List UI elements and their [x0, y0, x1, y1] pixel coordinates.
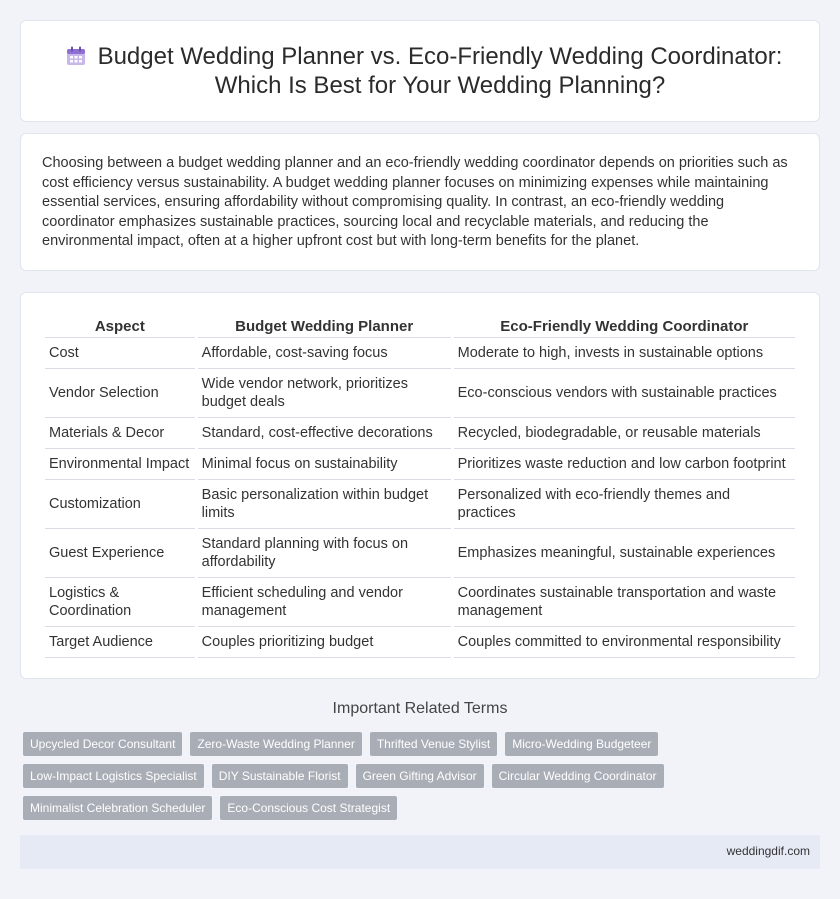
title-card	[20, 20, 820, 122]
table-row	[45, 480, 795, 529]
table-row	[45, 529, 795, 578]
table-cell: Cost	[45, 338, 195, 369]
table-cell: Minimal focus on sustainability	[198, 449, 451, 480]
table-row	[45, 418, 795, 449]
related-term-tag[interactable]: DIY Sustainable Florist	[212, 764, 348, 788]
footer	[20, 835, 820, 869]
table-cell: Target Audience	[45, 627, 195, 658]
table-row	[45, 449, 795, 480]
table-cell: Couples prioritizing budget	[198, 627, 451, 658]
table-cell: Prioritizes waste reduction and low carbon footprint	[454, 449, 795, 480]
table-cell: Vendor Selection	[45, 369, 195, 418]
related-term-tag[interactable]: Circular Wedding Coordinator	[492, 764, 664, 788]
column-header-budget-planner: Budget Wedding Planner	[198, 316, 451, 338]
table-cell: Recycled, biodegradable, or reusable materials	[454, 418, 795, 449]
related-terms-list	[23, 732, 803, 820]
table-cell: Personalized with eco-friendly themes and practices	[454, 480, 795, 529]
comparison-table	[42, 316, 798, 658]
table-row	[45, 578, 795, 627]
table-cell: Wide vendor network, prioritizes budget deals	[198, 369, 451, 418]
intro-card	[20, 133, 820, 271]
table-cell: Standard, cost-effective decorations	[198, 418, 451, 449]
table-cell: Affordable, cost-saving focus	[198, 338, 451, 369]
table-cell: Efficient scheduling and vendor management	[198, 578, 451, 627]
table-cell: Basic personalization within budget limits	[198, 480, 451, 529]
table-row	[45, 338, 795, 369]
table-cell: Coordinates sustainable transportation and waste management	[454, 578, 795, 627]
column-header-eco-coordinator: Eco-Friendly Wedding Coordinator	[454, 316, 795, 338]
table-cell: Standard planning with focus on affordability	[198, 529, 451, 578]
comparison-table-card	[20, 292, 820, 679]
column-header-aspect: Aspect	[45, 316, 195, 338]
related-term-tag[interactable]: Green Gifting Advisor	[356, 764, 484, 788]
title-wrap	[21, 21, 819, 121]
related-terms-heading: Important Related Terms	[332, 700, 508, 717]
related-term-tag[interactable]: Eco-Conscious Cost Strategist	[220, 796, 397, 820]
related-term-tag[interactable]: Low-Impact Logistics Specialist	[23, 764, 204, 788]
table-cell: Logistics & Coordination	[45, 578, 195, 627]
table-cell: Guest Experience	[45, 529, 195, 578]
table-cell: Customization	[45, 480, 195, 529]
table-row	[45, 627, 795, 658]
related-term-tag[interactable]: Zero-Waste Wedding Planner	[190, 732, 361, 756]
table-header-row	[45, 316, 795, 338]
related-term-tag[interactable]: Minimalist Celebration Scheduler	[23, 796, 212, 820]
table-cell: Moderate to high, invests in sustainable options	[454, 338, 795, 369]
table-cell: Eco-conscious vendors with sustainable practices	[454, 369, 795, 418]
intro-paragraph: Choosing between a budget wedding planner and an eco-friendly wedding coordinator depends on priorities such as cost efficiency versus sustainability. A budget wedding planner focuses on minimizing expenses while maintaining essential services, ensuring affordability without compromising quality. In contrast, an eco-friendly wedding coordinator emphasizes sustainable practices, sourcing local and recyclable materials, and reducing the environmental impact, often at a higher upfront cost but with long-term benefits for the planet.	[42, 155, 788, 249]
table-cell: Emphasizes meaningful, sustainable experiences	[454, 529, 795, 578]
table-row	[45, 369, 795, 418]
related-term-tag[interactable]: Micro-Wedding Budgeteer	[505, 732, 658, 756]
page-title: Budget Wedding Planner vs. Eco-Friendly Wedding Coordinator: Which Is Best for Your Wedding Planning?	[97, 43, 783, 99]
footer-site-link[interactable]: weddingdif.com	[726, 844, 810, 858]
related-term-tag[interactable]: Upcycled Decor Consultant	[23, 732, 182, 756]
related-term-tag[interactable]: Thrifted Venue Stylist	[370, 732, 497, 756]
table-cell: Environmental Impact	[45, 449, 195, 480]
table-cell: Materials & Decor	[45, 418, 195, 449]
table-cell: Couples committed to environmental responsibility	[454, 627, 795, 658]
